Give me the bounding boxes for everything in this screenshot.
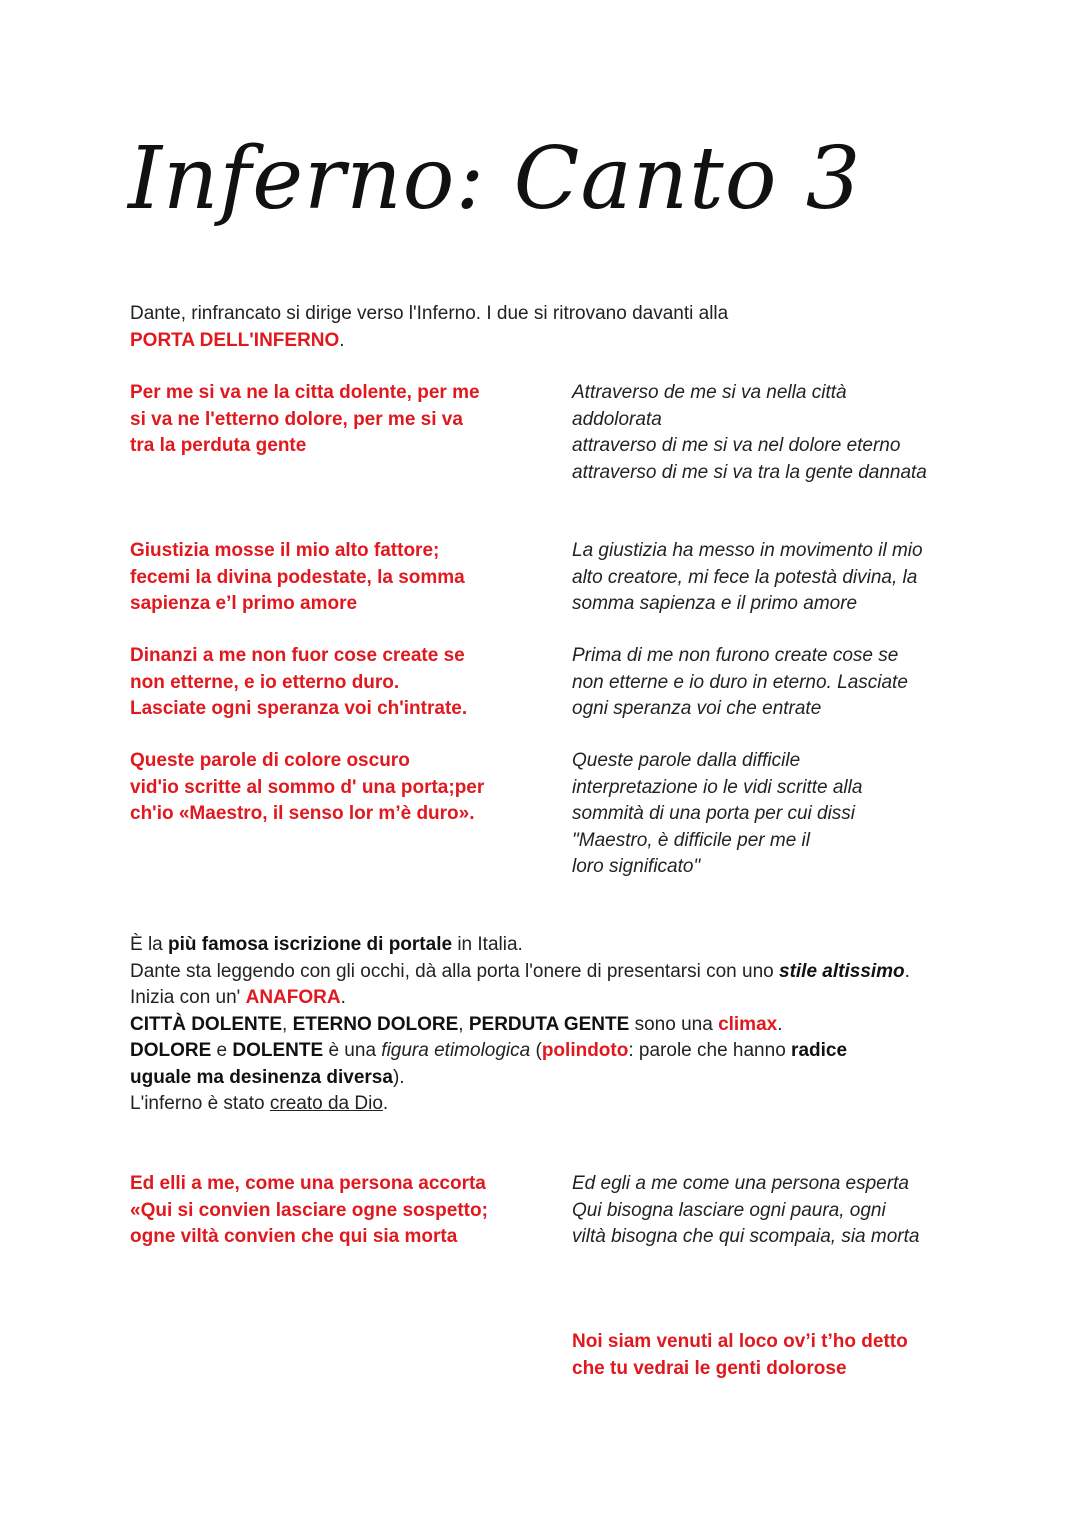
paraphrase-line: "Maestro, è difficile per me il (572, 829, 810, 851)
verse-1-paraphrase (572, 380, 972, 486)
paraphrase-line: Attraverso de me si va nella città (572, 382, 847, 403)
paraphrase-line: addolorata (572, 408, 662, 430)
paraphrase-line: interpretazione io le vidi scritte alla (572, 776, 863, 798)
intro-paragraph (130, 301, 990, 354)
verse-line: Dinanzi a me non fuor cose create se (130, 645, 465, 666)
paraphrase-line: ogni speranza voi che entrate (572, 698, 822, 719)
verse-line: si va ne l'etterno dolore, per me si va (130, 408, 463, 430)
paraphrase-line: viltà bisogna che qui scompaia, sia morta (572, 1226, 920, 1247)
verse-line: fecemi la divina podestate, la somma (130, 566, 465, 588)
paraphrase-line: attraverso di me si va tra la gente dannata (572, 461, 927, 483)
verse-line: Ed elli a me, come una persona accorta (130, 1173, 486, 1194)
analysis-line: uguale ma desinenza diversa). (130, 1066, 405, 1088)
verse-line: Queste parole di colore oscuro (130, 750, 410, 771)
paraphrase-line: alto creatore, mi fece la potestà divina, la (572, 566, 918, 588)
verse-line: Noi siam venuti al loco ov’i t’ho detto (572, 1331, 908, 1352)
verse-line: sapienza e’l primo amore (130, 593, 358, 614)
paraphrase-line: La giustizia ha messo in movimento il mio (572, 540, 923, 561)
analysis-line: È la più famosa iscrizione di portale in Italia. (130, 934, 523, 955)
verse-line: tra la perduta gente (130, 435, 307, 456)
intro-highlight: PORTA DELL'INFERNO (130, 329, 340, 351)
analysis-paragraph (130, 932, 990, 1118)
intro-end: . (339, 329, 345, 351)
verse-1-original (130, 380, 550, 460)
verse-line: Giustizia mosse il mio alto fattore; (130, 540, 440, 561)
verse-line: Lasciate ogni speranza voi ch'intrate. (130, 698, 468, 719)
verse-line: «Qui si convien lasciare ogne sospetto; (130, 1199, 488, 1221)
verse-2-original (130, 538, 550, 618)
intro-text: Dante, rinfrancato si dirige verso l'Inferno. I due si ritrovano davanti alla (130, 303, 729, 324)
verse-line: ogne viltà convien che qui sia morta (130, 1226, 458, 1247)
analysis-line: Inizia con un' ANAFORA. (130, 987, 346, 1008)
paraphrase-line: loro significato" (572, 856, 701, 877)
paraphrase-line: sommità di una porta per cui dissi (572, 803, 856, 824)
verse-6-original (572, 1329, 972, 1382)
analysis-line: L'inferno è stato creato da Dio. (130, 1093, 389, 1114)
verse-line: non etterne, e io etterno duro. (130, 671, 400, 693)
analysis-line: Dante sta leggendo con gli occhi, dà alla porta l'onere di presentarsi con uno stile altissimo. (130, 960, 910, 982)
verse-4-original (130, 748, 550, 828)
paraphrase-line: Qui bisogna lasciare ogni paura, ogni (572, 1199, 886, 1221)
verse-line: vid'io scritte al sommo d' una porta;per (130, 776, 485, 798)
verse-5-original (130, 1171, 550, 1251)
paraphrase-line: Ed egli a me come una persona esperta (572, 1173, 909, 1194)
verse-line: ch'io «Maestro, il senso lor m’è duro». (130, 803, 475, 824)
verse-line: che tu vedrai le genti dolorose (572, 1357, 847, 1379)
verse-5-paraphrase (572, 1171, 972, 1251)
analysis-line: DOLORE e DOLENTE è una figura etimologica (polindoto: parole che hanno radice (130, 1040, 848, 1061)
verse-3-paraphrase (572, 643, 972, 723)
paraphrase-line: Queste parole dalla difficile (572, 750, 801, 771)
paraphrase-line: Prima di me non furono create cose se (572, 645, 899, 666)
verse-line: Per me si va ne la citta dolente, per me (130, 382, 480, 403)
page-title: Inferno: Canto 3 (128, 129, 862, 229)
verse-3-original (130, 643, 550, 723)
verse-2-paraphrase (572, 538, 972, 618)
paraphrase-line: somma sapienza e il primo amore (572, 593, 858, 614)
verse-4-paraphrase (572, 748, 972, 881)
paraphrase-line: attraverso di me si va nel dolore eterno (572, 435, 901, 456)
paraphrase-line: non etterne e io duro in eterno. Lasciate (572, 671, 908, 693)
analysis-line: CITTÀ DOLENTE, ETERNO DOLORE, PERDUTA GENTE sono una climax. (130, 1013, 783, 1035)
